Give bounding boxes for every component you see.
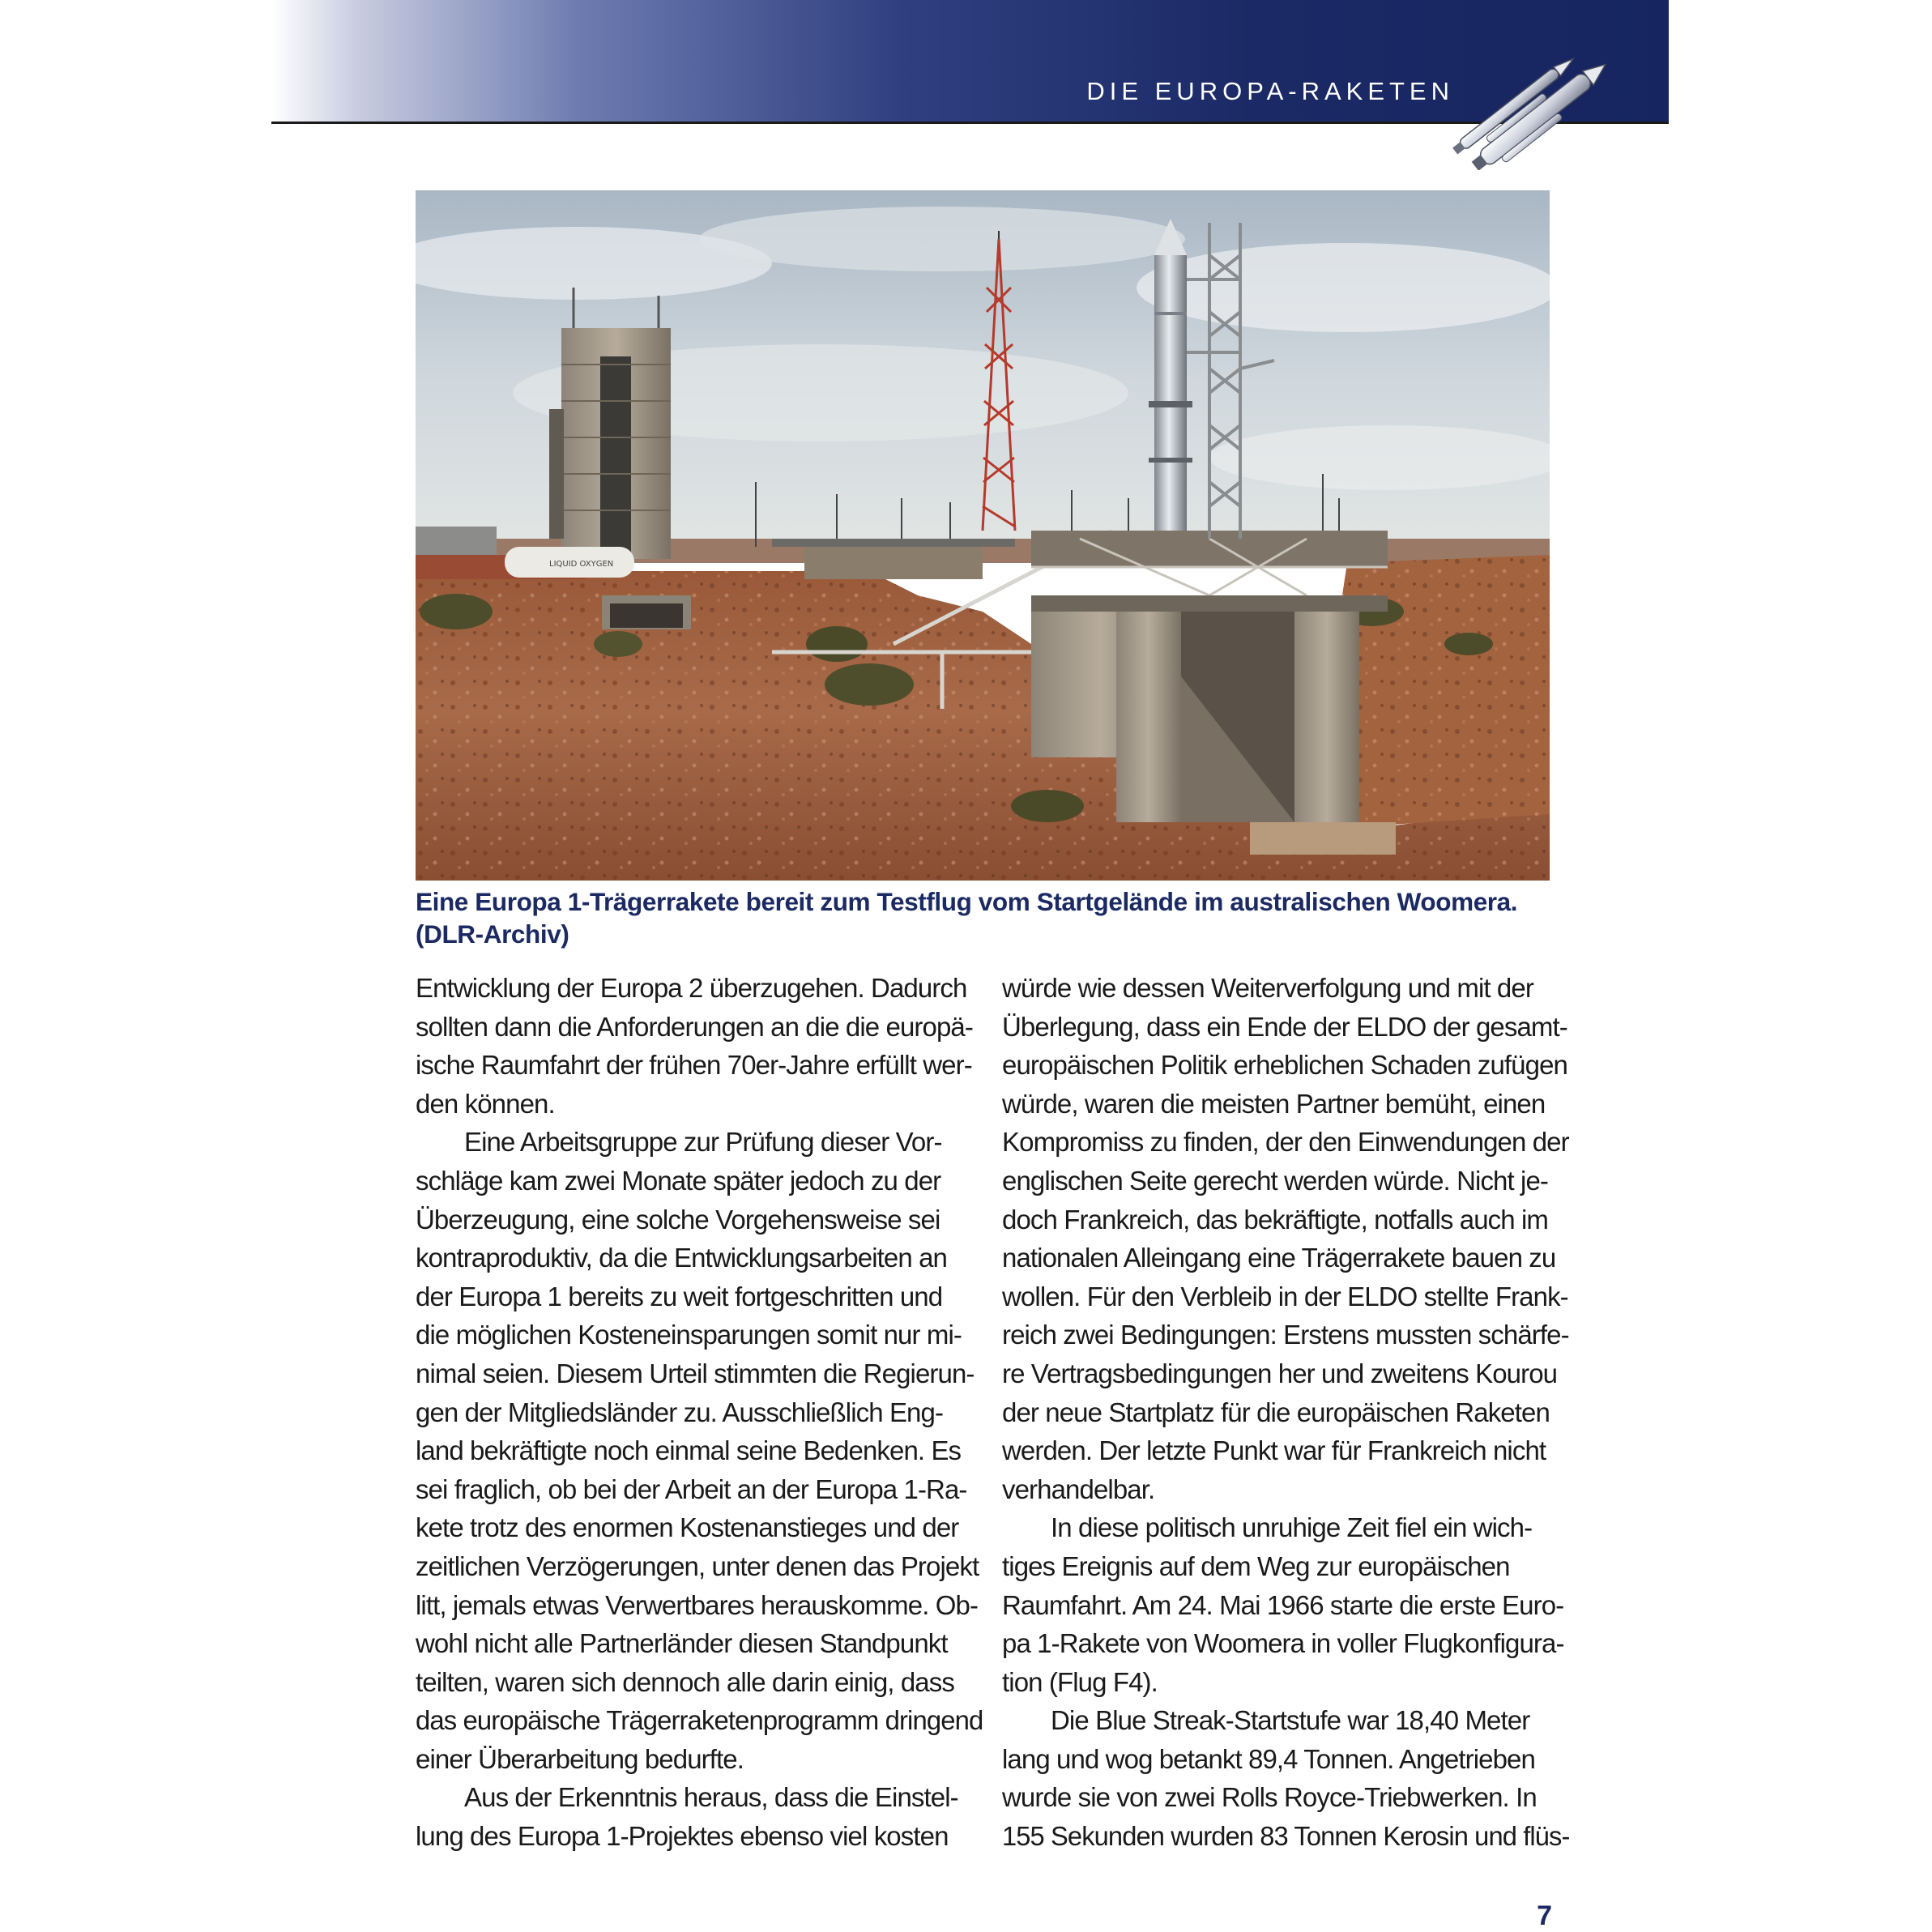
text-line: Entwicklung der Europa 2 überzugehen. Dadurch bbox=[416, 973, 967, 1003]
text-line: wollen. Für den Verbleib in der ELDO stellte Frank- bbox=[1002, 1281, 1568, 1311]
text-line: reich zwei Bedingungen: Erstens mussten schärfe- bbox=[1002, 1320, 1569, 1350]
left-text-column bbox=[416, 969, 983, 1856]
text-line: einer Überarbeitung bedurfte. bbox=[416, 1743, 744, 1774]
text-line: kete trotz des enormen Kostenanstieges und der bbox=[416, 1512, 959, 1543]
tank-label: LIQUID OXYGEN bbox=[549, 560, 614, 569]
text-line: pa 1-Rakete von Woomera in voller Flugkonfigura- bbox=[1002, 1628, 1564, 1659]
text-line: lung des Europa 1-Projektes ebenso viel kosten bbox=[416, 1821, 949, 1852]
text-line: tiges Ereignis auf dem Weg zur europäischen bbox=[1002, 1550, 1510, 1581]
text-line: Überlegung, dass ein Ende der ELDO der gesamt- bbox=[1002, 1011, 1567, 1042]
text-line: In diese politisch unruhige Zeit fiel ein wich- bbox=[1051, 1512, 1533, 1543]
text-line: teilten, waren sich dennoch alle darin einig, dass bbox=[416, 1666, 954, 1697]
text-line: doch Frankreich, das bekräftigte, notfalls auch im bbox=[1002, 1204, 1549, 1235]
text-line: litt, jemals etwas Verwertbares herauskomme. Ob- bbox=[416, 1589, 979, 1620]
right-text-column bbox=[1002, 969, 1569, 1856]
text-line: tion (Flug F4). bbox=[1002, 1666, 1158, 1697]
text-line: lang und wog betankt 89,4 Tonnen. Angetrieben bbox=[1002, 1743, 1535, 1774]
text-line: land bekräftigte noch einmal seine Bedenken. Es bbox=[416, 1435, 962, 1466]
text-line: würde, waren die meisten Partner bemüht, einen bbox=[1002, 1088, 1546, 1119]
text-line: der neue Startplatz für die europäischen Raketen bbox=[1002, 1397, 1550, 1427]
text-line: das europäische Trägerraketenprogramm dringend bbox=[416, 1705, 983, 1736]
text-line: Eine Arbeitsgruppe zur Prüfung dieser Vor- bbox=[464, 1127, 942, 1158]
text-line: den können. bbox=[416, 1088, 555, 1119]
text-line: sollten dann die Anforderungen an die die europä- bbox=[416, 1011, 973, 1042]
text-line: würde wie dessen Weiterverfolgung und mit der bbox=[1002, 973, 1533, 1003]
text-line: nationalen Alleingang eine Trägerrakete bauen zu bbox=[1002, 1243, 1556, 1273]
text-line: englischen Seite gerecht werden würde. Nicht je- bbox=[1002, 1165, 1549, 1196]
running-header-title: DIE EUROPA-RAKETEN bbox=[1086, 77, 1454, 105]
text-line: zeitlichen Verzögerungen, unter denen das Projekt bbox=[416, 1550, 979, 1581]
text-line: 155 Sekunden wurden 83 Tonnen Kerosin und flüs- bbox=[1002, 1821, 1570, 1852]
text-line: werden. Der letzte Punkt war für Frankreich nicht bbox=[1002, 1435, 1546, 1466]
text-line: schläge kam zwei Monate später jedoch zu der bbox=[416, 1165, 941, 1196]
text-line: nimal seien. Diesem Urteil stimmten die Regierun- bbox=[416, 1358, 975, 1388]
text-line: wohl nicht alle Partnerländer diesen Standpunkt bbox=[416, 1628, 948, 1659]
text-line: die möglichen Kosteneinsparungen somit nur mi- bbox=[416, 1320, 962, 1350]
text-line: der Europa 1 bereits zu weit fortgeschritten und bbox=[416, 1281, 943, 1311]
text-line: wurde sie von zwei Rolls Royce-Triebwerken. In bbox=[1002, 1782, 1537, 1813]
rockets-icon bbox=[1422, 32, 1616, 170]
text-line: Raumfahrt. Am 24. Mai 1966 starte die erste Euro- bbox=[1002, 1589, 1564, 1620]
text-line: kontraproduktiv, da die Entwicklungsarbeiten an bbox=[416, 1243, 948, 1273]
text-line: Kompromiss zu finden, der den Einwendungen der bbox=[1002, 1127, 1569, 1158]
text-line: europäischen Politik erheblichen Schaden zufügen bbox=[1002, 1050, 1567, 1081]
launch-site-photo bbox=[416, 190, 1550, 881]
text-line: gen der Mitgliedsländer zu. Ausschließlich Eng- bbox=[416, 1397, 944, 1427]
text-line: re Vertragsbedingungen her und zweitens Kourou bbox=[1002, 1358, 1558, 1388]
text-line: sei fraglich, ob bei der Arbeit an der Europa 1-Ra- bbox=[416, 1474, 967, 1504]
text-line: Aus der Erkenntnis heraus, dass die Einstel- bbox=[464, 1782, 958, 1813]
text-line: Die Blue Streak-Startstufe war 18,40 Meter bbox=[1051, 1705, 1530, 1736]
text-line: ische Raumfahrt der frühen 70er-Jahre erfüllt wer- bbox=[416, 1050, 972, 1081]
text-line: verhandelbar. bbox=[1002, 1474, 1155, 1504]
photo-caption: Eine Europa 1-Trägerrakete bereit zum Testflug vom Startgelände im australischen Woomera. (DLR-Archiv) bbox=[416, 887, 1518, 949]
text-line: Überzeugung, eine solche Vorgehensweise sei bbox=[416, 1204, 940, 1235]
page-number: 7 bbox=[1537, 1900, 1552, 1931]
launch-site-illustration bbox=[416, 190, 1550, 881]
